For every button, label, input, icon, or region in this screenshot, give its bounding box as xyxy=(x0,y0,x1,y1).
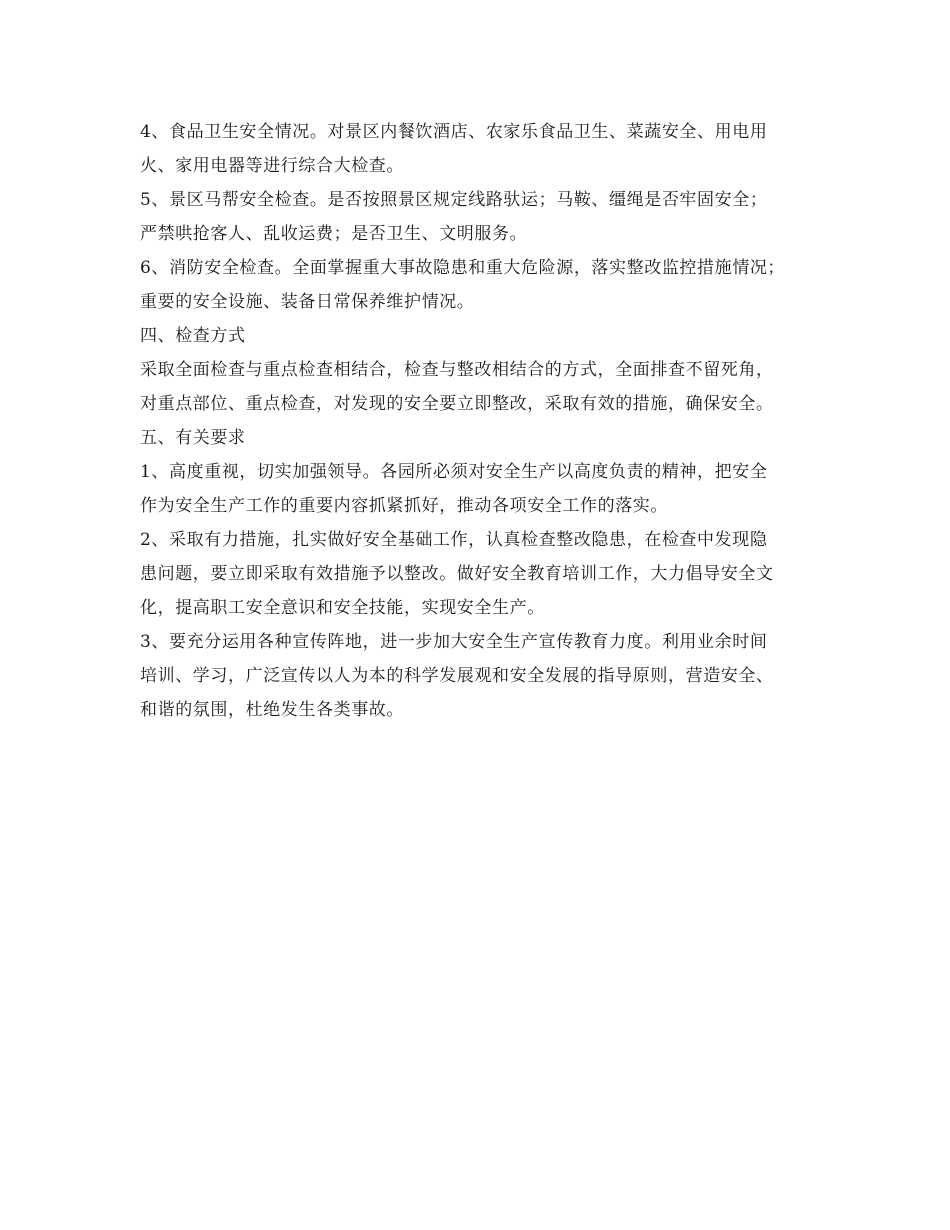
text-line: 5、景区马帮安全检查。是否按照景区规定线路驮运；马鞍、缰绳是否牢固安全； xyxy=(140,190,768,210)
text-line: 6、消防安全检查。全面掌握重大事故隐患和重大危险源，落实整改监控措施情况； xyxy=(140,258,786,278)
section-heading: 四、检查方式 xyxy=(140,326,246,346)
document-body xyxy=(140,115,830,727)
text-line: 火、家用电器等进行综合大检查。 xyxy=(140,156,404,176)
text-line: 严禁哄抢客人、乱收运费；是否卫生、文明服务。 xyxy=(140,224,528,244)
text-line: 作为安全生产工作的重要内容抓紧抓好，推动各项安全工作的落实。 xyxy=(140,496,668,516)
text-line: 患问题，要立即采取有效措施予以整改。做好安全教育培训工作，大力倡导安全文 xyxy=(140,564,774,584)
text-line: 化，提高职工安全意识和安全技能，实现安全生产。 xyxy=(140,598,545,618)
section-heading: 五、有关要求 xyxy=(140,428,246,448)
text-line: 培训、学习，广泛宣传以人为本的科学发展观和安全发展的指导原则，营造安全、 xyxy=(140,666,774,686)
text-line: 2、采取有力措施，扎实做好安全基础工作，认真检查整改隐患，在检查中发现隐 xyxy=(140,530,768,550)
text-line: 和谐的氛围，杜绝发生各类事故。 xyxy=(140,700,404,720)
text-line: 重要的安全设施、装备日常保养维护情况。 xyxy=(140,292,475,312)
text-line: 采取全面检查与重点检查相结合，检查与整改相结合的方式，全面排查不留死角， xyxy=(140,360,774,380)
text-line: 3、要充分运用各种宣传阵地，进一步加大安全生产宣传教育力度。利用业余时间 xyxy=(140,632,768,652)
text-line: 4、食品卫生安全情况。对景区内餐饮酒店、农家乐食品卫生、菜蔬安全、用电用 xyxy=(140,122,768,142)
text-line: 对重点部位、重点检查，对发现的安全要立即整改，采取有效的措施，确保安全。 xyxy=(140,394,774,414)
text-line: 1、高度重视，切实加强领导。各园所必须对安全生产以高度负责的精神，把安全 xyxy=(140,462,768,482)
